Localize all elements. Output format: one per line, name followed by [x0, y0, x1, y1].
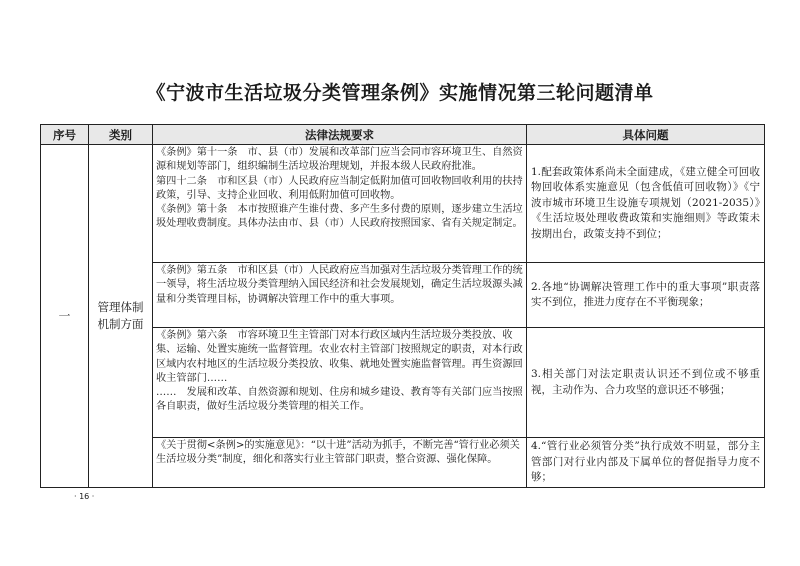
table-row [41, 145, 765, 263]
category-line: 管理体制 [97, 299, 144, 314]
header-category: 类别 [89, 125, 153, 145]
document-title: 《宁波市生活垃圾分类管理条例》实施情况第三轮问题清单 [146, 82, 654, 104]
issue-cell: 2.各地“协调解决管理工作中的重大事项”职责落实不到位，推进力度存在不平衡现象； [527, 263, 765, 328]
law-cell [153, 263, 527, 328]
issue-cell: 1.配套政策体系尚未全面建成，《建立健全可回收物回收体系实施意见（包含低值可回收物）》《宁波市城市环境卫生设施专项规划（2021-2035）》《生活垃圾处理收费政策和实施细则》等政策未按期出台，政策支持不到位； [527, 145, 765, 263]
category-line: 机制方面 [97, 316, 144, 331]
law-paragraph: 《条例》第六条 市容环境卫生主管部门对本行政区域内生活垃圾分类投放、收集、运输、处置实施统一监督管理。农业农村主管部门按照规定的职责，对本行政区域内农村地区的生活垃圾分类投放、收集、就地处置实施监督管理。再生资源回收主管部门…… [156, 330, 523, 384]
header-law-requirements: 法律法规要求 [153, 125, 527, 145]
law-paragraph: 《条例》第十条 本市按照谁产生谁付费、多产生多付费的原则，逐步建立生活垃圾处理收费制度。具体办法由市、县（市）人民政府按照国家、省有关规定制定。 [156, 204, 523, 230]
law-paragraph: 《关于贯彻<条例>的实施意见》：“以十进”活动为抓手，不断完善“管行业必须关生活垃圾分类”制度，细化和落实行业主管部门职责，整合资源、强化保障。 [156, 440, 520, 466]
law-cell [153, 145, 527, 263]
law-paragraph: 第四十二条 市和区县（市）人民政府应当制定低附加值可回收物回收利用的扶持政策，引导、支持企业回收、利用低附加值可回收物。 [156, 175, 523, 201]
table-header-row [41, 125, 765, 145]
issue-table [40, 124, 765, 488]
header-seq: 序号 [41, 125, 89, 145]
law-paragraph: …… 发展和改革、自然资源和规划、住房和城乡建设、教育等有关部门应当按照各自职责，做好生活垃圾分类管理的相关工作。 [156, 387, 523, 413]
header-specific-issues: 具体问题 [527, 125, 765, 145]
law-paragraph: 《条例》第十一条 市、县（市）发展和改革部门应当会同市容环境卫生、自然资源和规划等部门，组织编制生活垃圾治理规划，并报本级人民政府批准。 [156, 147, 523, 173]
issue-cell: 3.相关部门对法定职责认识还不到位或不够重视，主动作为、合力攻坚的意识还不够强； [527, 328, 765, 438]
law-cell [153, 438, 527, 488]
page-number: · 16 · [74, 492, 95, 501]
issue-cell: 4.“管行业必须管分类”执行成效不明显，部分主管部门对行业内部及下属单位的督促指导力度不够； [527, 438, 765, 488]
category-cell [89, 145, 153, 488]
law-paragraph: 《条例》第五条 市和区县（市）人民政府应当加强对生活垃圾分类管理工作的统一领导，将生活垃圾分类管理纳入国民经济和社会发展规划，确定生活垃圾源头减量和分类管理目标，协调解决管理工作中的重大事项。 [156, 265, 523, 305]
law-cell [153, 328, 527, 438]
seq-cell: 一 [41, 145, 89, 488]
